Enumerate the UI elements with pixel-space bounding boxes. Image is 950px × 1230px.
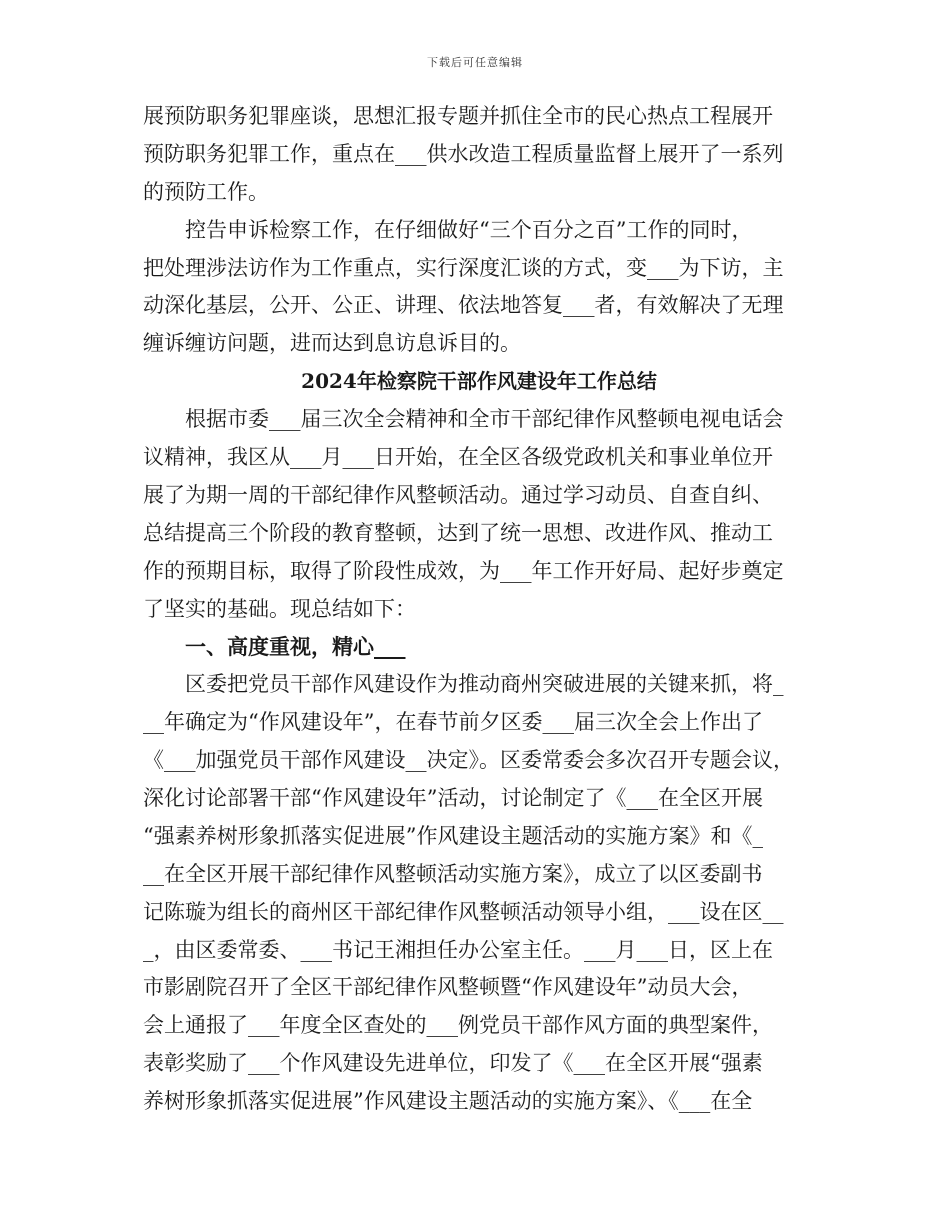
text-line: “强素养树形象抓落实促进展”作风建设主题活动的实施方案》和《_ [143,823,763,848]
text-line: 深化讨论部署干部“作风建设年”活动，讨论制定了《___在全区开展 [143,786,763,811]
page-header: 下载后可任意编辑 [427,56,523,69]
text-line: 表彰奖励了___个作风建设先进单位，印发了《___在全区开展“强素 [143,1051,763,1076]
text-line: 记陈璇为组长的商州区干部纪律作风整顿活动领导小组，___设在区__ [143,899,784,924]
text-line: 会上通报了___年度全区查处的___例党员干部作风方面的典型案件， [143,1013,773,1038]
text-line: 区委把党员干部作风建设作为推动商州突破进展的关键来抓，将_ [143,672,784,697]
text-line: __年确定为“作风建设年”，在春节前夕区委___届三次全会上作出了 [143,710,763,735]
text-line: 议精神，我区从___月___日开始，在全区各级党政机关和事业单位开 [143,445,773,470]
text-line: 总结提高三个阶段的教育整顿，达到了统一思想、改进作风、推动工 [143,520,773,545]
text-line: 动深化基层，公开、公正、讲理、依法地答复___者，有效解决了无理 [143,293,784,318]
text-line: 缠诉缠访问题，进而达到息访息诉目的。 [143,331,521,356]
text-line: 的预防工作。 [143,179,269,204]
text-line: 了坚实的基础。现总结如下： [143,596,416,621]
text-line: 展预防职务犯罪座谈，思想汇报专题并抓住全市的民心热点工程展开 [143,104,773,128]
text-line: 《___加强党员干部作风建设__决定》。区委常委会多次召开专题会议， [143,748,794,773]
section-heading: 一、高度重视，精心___ [143,634,406,660]
text-line: 作的预期目标，取得了阶段性成效，为___年工作开好局、起好步奠定 [143,558,784,583]
text-line: 控告申诉检察工作，在仔细做好“三个百分之百”工作的同时， [143,217,753,242]
text-line: _，由区委常委、___书记王湘担任办公室主任。___月___日，区上在 [143,937,773,962]
document-title: 2024年检察院干部作风建设年工作总结 [301,369,657,394]
text-line: 市影剧院召开了全区干部纪律作风整顿暨“作风建设年”动员大会， [143,975,753,1000]
text-line: 展了为期一周的干部纪律作风整顿活动。通过学习动员、自查自纠、 [143,482,773,507]
document-body [143,98,815,1121]
text-line: __在全区开展干部纪律作风整顿活动实施方案》，成立了以区委副书 [143,861,763,886]
text-line: 预防职务犯罪工作，重点在___供水改造工程质量监督上展开了一系列 [143,141,784,166]
text-line: 根据市委___届三次全会精神和全市干部纪律作风整顿电视电话会 [143,407,784,432]
text-line: 养树形象抓落实促进展”作风建设主题活动的实施方案》、《___在全 [143,1089,753,1114]
text-line: 把处理涉法访作为工作重点，实行深度汇谈的方式，变___为下访，主 [143,255,784,280]
